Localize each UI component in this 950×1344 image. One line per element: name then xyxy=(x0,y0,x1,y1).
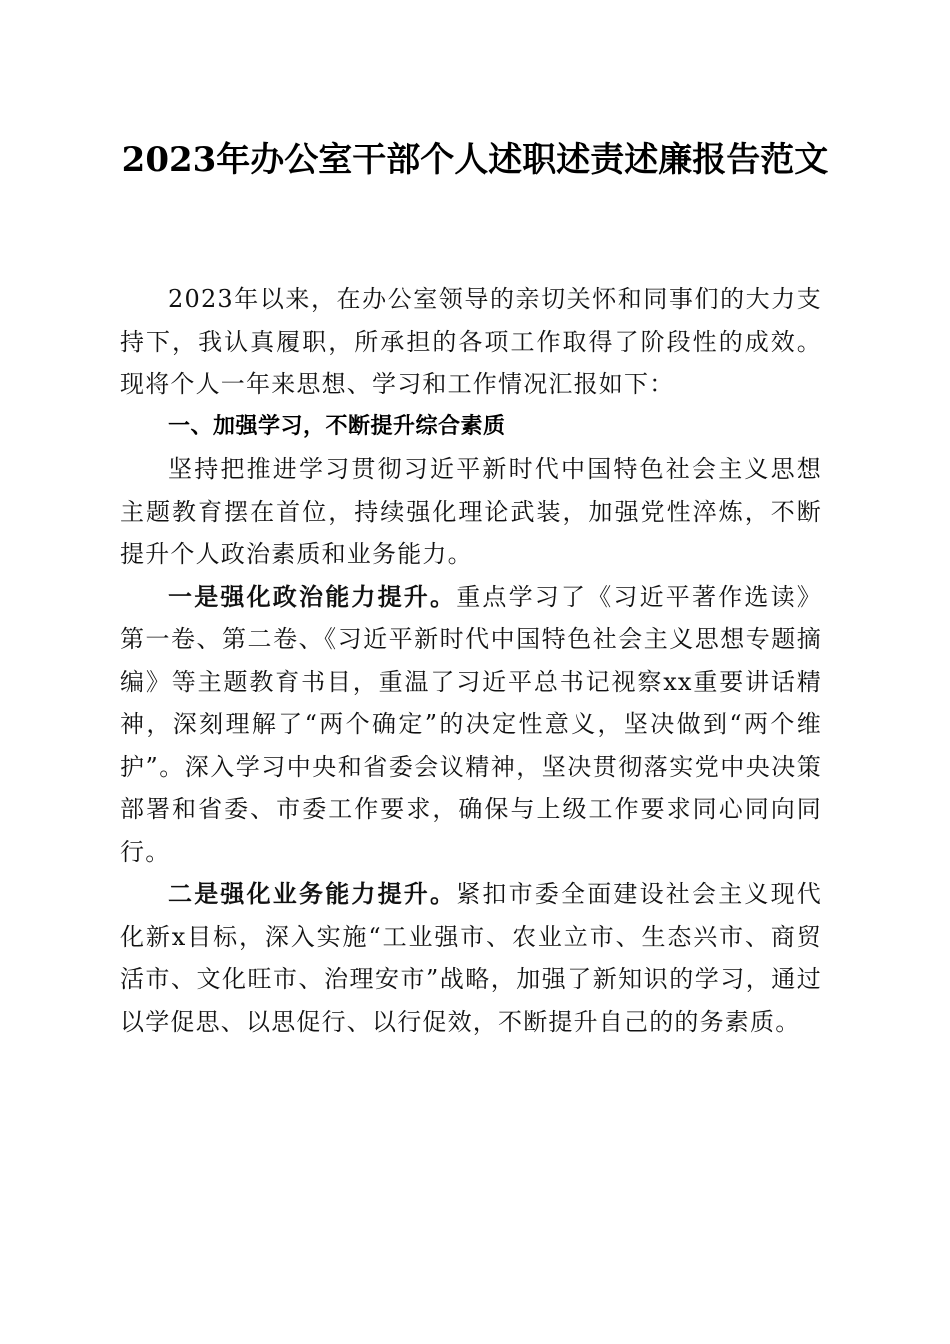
paragraph-lead: 二是强化业务能力提升。 xyxy=(168,879,457,908)
document-body xyxy=(120,278,822,1043)
paragraph-text: 2023年以来，在办公室领导的亲切关怀和同事们的大力支持下，我认真履职，所承担的各项工作取得了阶段性的成效。现将个人一年来思想、学习和工作情况汇报如下： xyxy=(120,285,822,398)
paragraph-text: 重点学习了《习近平著作选读》第一卷、第二卷、《习近平新时代中国特色社会主义思想专题摘编》等主题教育书目，重温了习近平总书记视察xx重要讲话精神，深刻理解了“两个确定”的决定性意义，坚决做到“两个维护”。深入学习中央和省委会议精神，坚决贯彻落实党中央决策部署和省委、市委工作要求，确保与上级工作要求同心同向同行。 xyxy=(120,582,822,866)
intro-paragraph xyxy=(120,278,822,406)
section-intro-paragraph xyxy=(120,448,822,576)
paragraph-text: 紧扣市委全面建设社会主义现代化新x目标，深入实施“工业强市、农业立市、生态兴市、商贸活市、文化旺市、治理安市”战略，加强了新知识的学习，通过以学促思、以思促行、以行促效，不断提升自己的的务素质。 xyxy=(120,880,822,1036)
paragraph-text: 坚持把推进学习贯彻习近平新时代中国特色社会主义思想主题教育摆在首位，持续强化理论武装，加强党性淬炼，不断提升个人政治素质和业务能力。 xyxy=(120,455,822,568)
section-heading-1: 一、加强学习，不断提升综合素质 xyxy=(168,413,506,439)
document-title: 2023年办公室干部个人述职述责述廉报告范文 xyxy=(121,140,829,180)
business-ability-paragraph xyxy=(120,873,822,1043)
political-ability-paragraph xyxy=(120,576,822,874)
paragraph-lead: 一是强化政治能力提升。 xyxy=(168,581,457,611)
